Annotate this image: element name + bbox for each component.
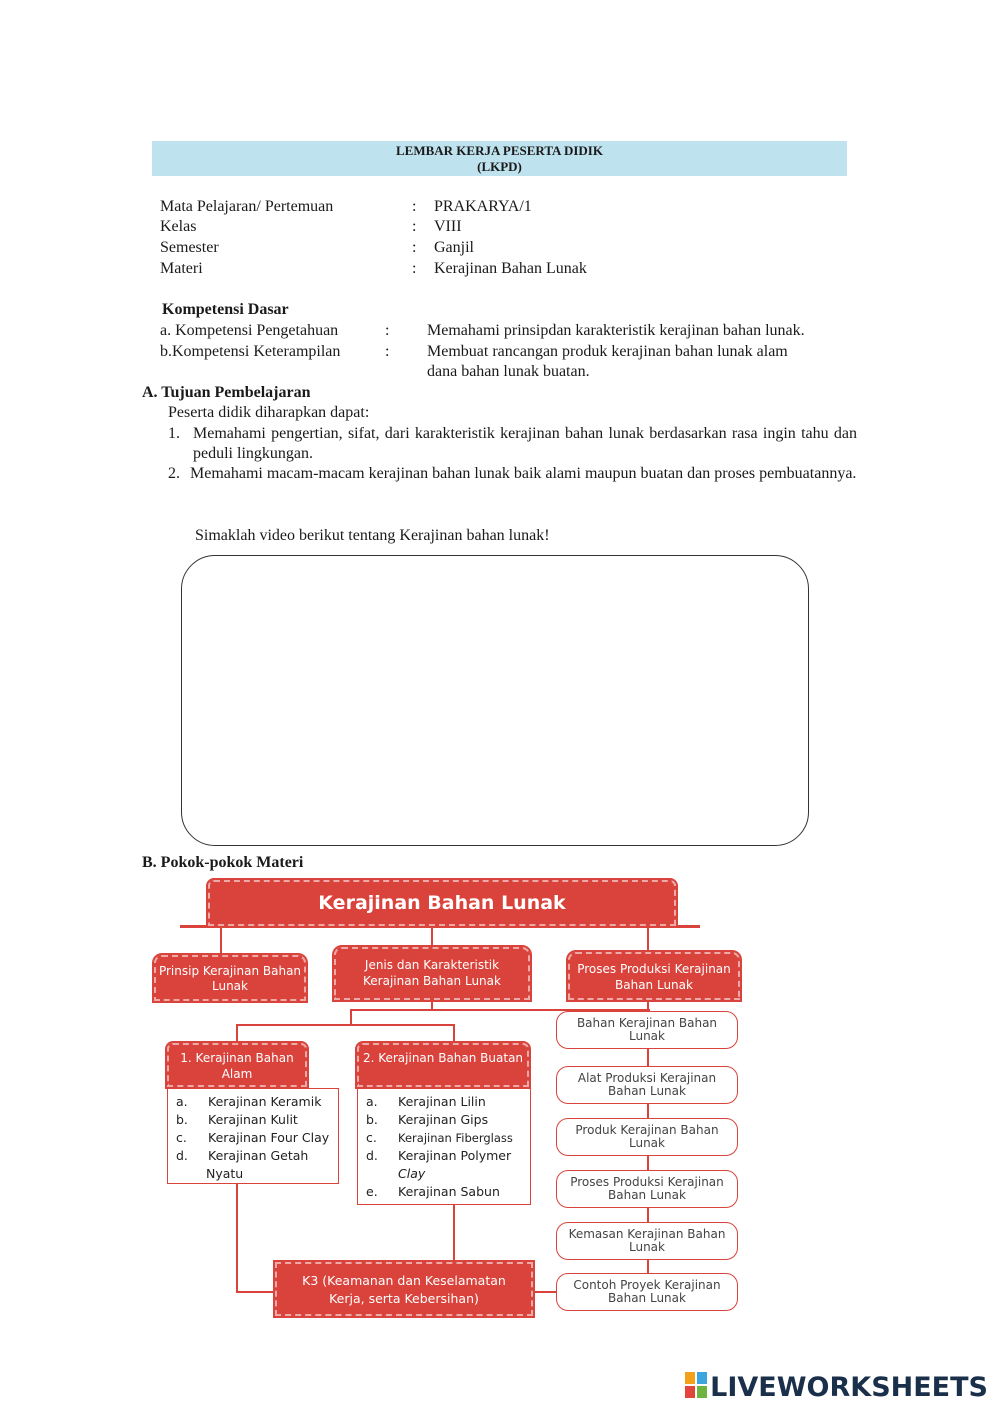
liveworksheets-brand — [685, 1372, 988, 1405]
meta-label: Materi — [160, 260, 203, 277]
list-item: c. Kerajinan Four Clay — [176, 1130, 330, 1145]
meta-label: Kelas — [160, 218, 197, 235]
tujuan-heading: A. Tujuan Pembelajaran — [142, 384, 311, 401]
connector — [532, 1291, 556, 1293]
proses-item: Proses Produksi Kerajinan Bahan Lunak — [556, 1170, 738, 1208]
proses-item: Produk Kerajinan Bahan Lunak — [556, 1118, 738, 1156]
meta-value: Ganjil — [434, 239, 474, 256]
kd-b-label: b.Kompetensi Keterampilan — [160, 343, 341, 360]
connector — [453, 1205, 455, 1263]
tujuan-intro: Peserta didik diharapkan dapat: — [168, 404, 370, 421]
meta-label: Semester — [160, 239, 219, 256]
proses-item: Contoh Proyek Kerajinan Bahan Lunak — [556, 1273, 738, 1311]
lkpd-header — [152, 141, 847, 176]
kd-a-label: a. Kompetensi Pengetahuan — [160, 322, 339, 339]
connector — [350, 1009, 352, 1025]
header-title-line1: LEMBAR KERJA PESERTA DIDIK — [396, 143, 603, 158]
list-item: d. Kerajinan Polymer — [366, 1148, 512, 1163]
map-main-title: Kerajinan Bahan Lunak — [208, 880, 676, 926]
video-frame[interactable] — [181, 555, 809, 846]
tujuan-item2-num: 2. — [168, 465, 180, 482]
connector — [236, 1024, 454, 1026]
map-k3: K3 (Keamanan dan Keselamatan Kerja, serta Kebersihan) — [275, 1262, 533, 1316]
connector — [431, 926, 433, 948]
tujuan-item1-num: 1. — [168, 425, 180, 442]
connector — [647, 926, 649, 954]
liveworksheets-logo-icon — [685, 1372, 707, 1405]
video-prompt: Simaklah video berikut tentang Kerajinan bahan lunak! — [195, 527, 550, 544]
kd-a-value: Memahami prinsipdan karakteristik kerajinan bahan lunak. — [427, 322, 805, 339]
list-item: e. Kerajinan Sabun — [366, 1184, 500, 1199]
header-title-line2: (LKPD) — [477, 159, 522, 174]
kd-b-value-1: Membuat rancangan produk kerajinan bahan lunak alam — [427, 343, 788, 360]
meta-value: PRAKARYA/1 — [434, 198, 532, 215]
list-item: d. Kerajinan Getah — [176, 1148, 309, 1163]
pokok-heading: B. Pokok-pokok Materi — [142, 854, 304, 871]
map-buatan-title: 2. Kerajinan Bahan Buatan — [357, 1043, 529, 1087]
list-item: Clay — [398, 1166, 426, 1181]
connector — [220, 926, 222, 958]
map-jenis: Jenis dan Karakteristik Kerajinan Bahan Lunak — [334, 947, 530, 1000]
list-item: b. Kerajinan Kulit — [176, 1112, 298, 1127]
tujuan-item2: Memahami macam-macam kerajinan bahan lunak baik alami maupun buatan dan proses pembuatannya. — [190, 465, 857, 482]
proses-item: Kemasan Kerajinan Bahan Lunak — [556, 1222, 738, 1260]
list-item: a. Kerajinan Lilin — [366, 1094, 486, 1109]
map-proses: Proses Produksi Kerajinan Bahan Lunak — [568, 952, 740, 1000]
meta-label: Mata Pelajaran/ Pertemuan — [160, 198, 334, 215]
buatan-list — [366, 1093, 530, 1201]
kd-b-value-2: dana bahan lunak buatan. — [427, 363, 590, 380]
list-item: Nyatu — [206, 1166, 244, 1181]
list-item: b. Kerajinan Gips — [366, 1112, 489, 1127]
connector — [453, 1024, 455, 1044]
brand-name: LIVEWORKSHEETS — [710, 1372, 988, 1403]
tujuan-item1: Memahami pengertian, sifat, dari karakteristik kerajinan bahan lunak berdasarkan rasa ingin tahu dan peduli lingkungan. — [193, 425, 857, 462]
list-item: a. Kerajinan Keramik — [176, 1094, 322, 1109]
map-alam-title: 1. Kerajinan Bahan Alam — [167, 1043, 307, 1087]
proses-item: Alat Produksi Kerajinan Bahan Lunak — [556, 1066, 738, 1104]
alam-list — [176, 1093, 336, 1183]
connector — [236, 1291, 276, 1293]
map-prinsip: Prinsip Kerajinan Bahan Lunak — [154, 955, 306, 1001]
connector — [236, 1184, 238, 1292]
meta-value: Kerajinan Bahan Lunak — [434, 260, 587, 277]
connector — [236, 1024, 238, 1044]
list-item: c. Kerajinan Fiberglass — [366, 1130, 513, 1145]
proses-item: Bahan Kerajinan Bahan Lunak — [556, 1011, 738, 1049]
kd-title: Kompetensi Dasar — [162, 301, 289, 318]
meta-value: VIII — [434, 218, 462, 235]
